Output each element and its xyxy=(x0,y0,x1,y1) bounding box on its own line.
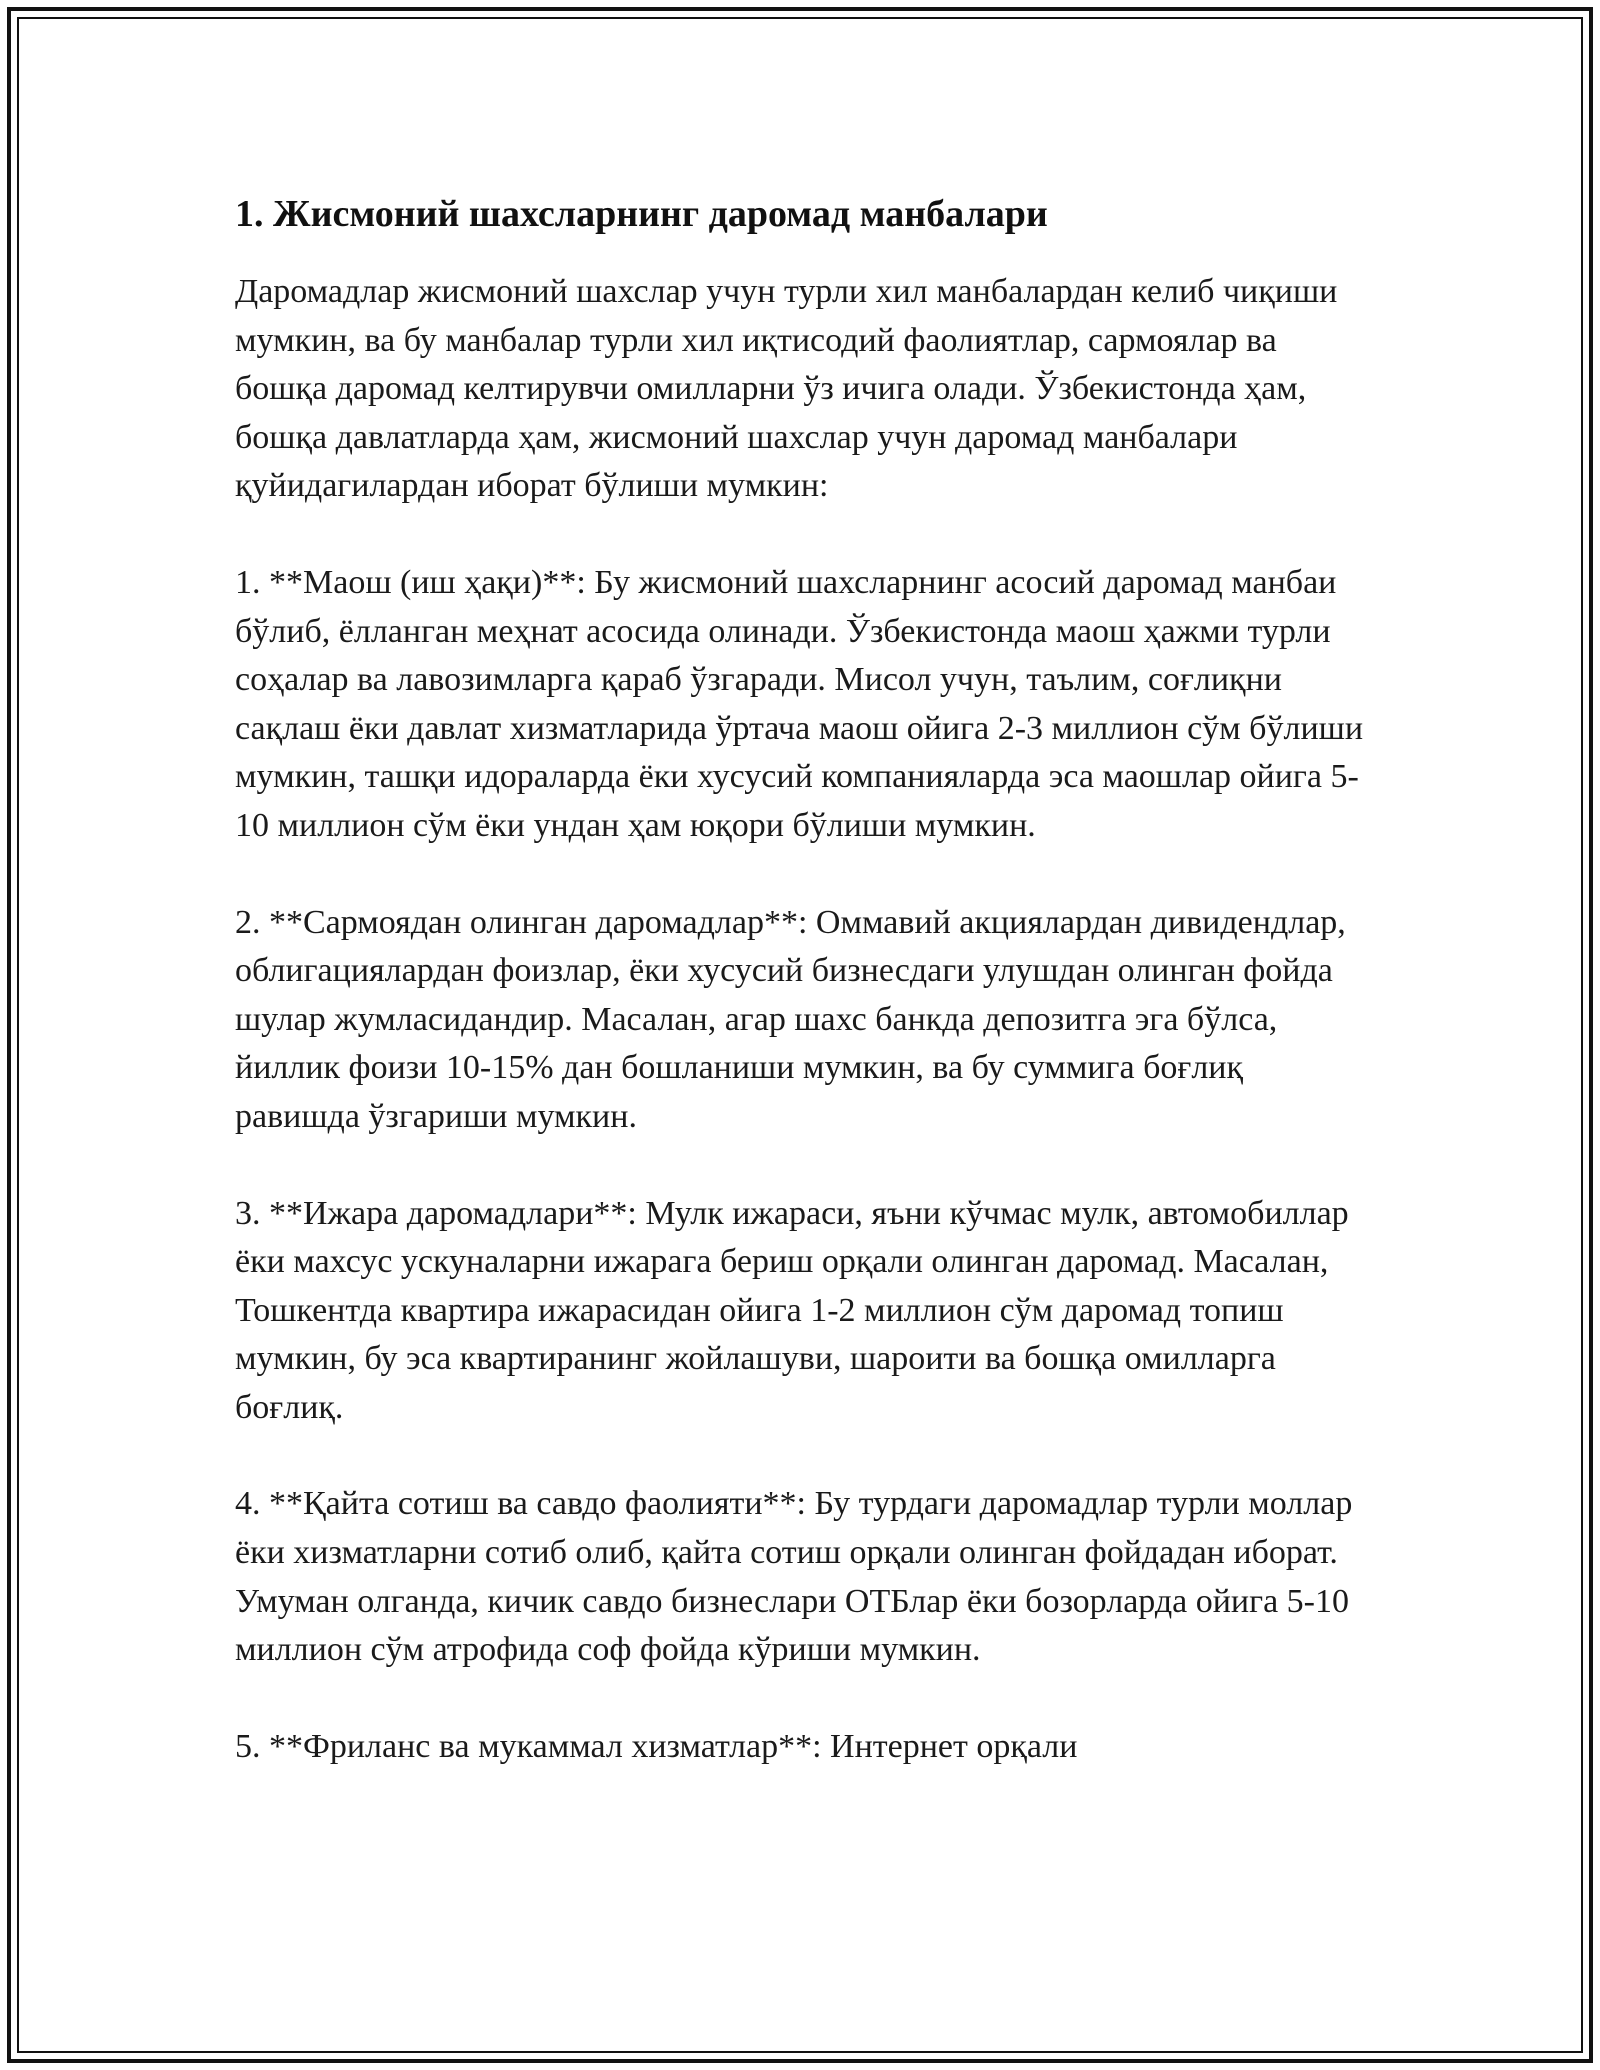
document-body xyxy=(235,186,1375,1819)
section-heading: 1. Жисмоний шахсларнинг даромад манбалари xyxy=(235,193,1048,235)
paragraph-rental-income: 3. **Ижара даромадлари**: Мулк ижараси, яъни кўчмас мулк, автомобиллар ёки махсус ускуналарни ижарага бериш орқали олинган даромад. Масалан, Тошкентда квартира ижарасидан ойига 1-2 миллион сўм даромад топиш мумкин, бу эса квартиранинг жойлашуви, шароити ва бошқа омилларга боғлиқ. xyxy=(235,1194,1349,1426)
paragraph-salary: 1. **Маош (иш ҳақи)**: Бу жисмоний шахсларнинг асосий даромад манбаи бўлиб, ёлланган меҳнат асосида олинади. Ўзбекистонда маош ҳажми турли соҳалар ва лавозимларга қараб ўзгаради. Мисол учун, таълим, соғлиқни сақлаш ёки давлат хизматларида ўртача маош ойига 2-3 миллион сўм бўлиши мумкин, ташқи идораларда ёки хусусий компанияларда эса маошлар ойига 5-10 миллион сўм ёки ундан ҳам юқори бўлиши мумкин. xyxy=(235,563,1364,844)
paragraph-freelance: 5. **Фриланс ва мукаммал хизматлар**: Интернет орқали xyxy=(235,1727,1078,1765)
paragraph-trade-income: 4. **Қайта сотиш ва савдо фаолияти**: Бу турдаги даромадлар турли моллар ёки хизматларни сотиб олиб, қайта сотиш орқали олинган фойдадан иборат. Умуман олганда, кичик савдо бизнеслари ОТБлар ёки бозорларда ойига 5-10 миллион сўм атрофида соф фойда кўриши мумкин. xyxy=(235,1485,1353,1669)
paragraph-investment-income: 2. **Сармоядан олинган даромадлар**: Оммавий акциялардан дивидендлар, облигациялардан фоизлар, ёки хусусий бизнесдаги улушдан олинган фойда шулар жумласидандир. Масалан, агар шахс банкда депозитга эга бўлса, йиллик фоизи 10-15% дан бошланиши мумкин, ва бу суммига боғлиқ равишда ўзгариши мумкин. xyxy=(235,903,1346,1135)
paragraph-intro: Даромадлар жисмоний шахслар учун турли хил манбалардан келиб чиқиши мумкин, ва бу манбалар турли хил иқтисодий фаолиятлар, сармоялар ва бошқа даромад келтирувчи омилларни ўз ичига олади. Ўзбекистонда ҳам, бошқа давлатларда ҳам, жисмоний шахслар учун даромад манбалари қуйидагилардан иборат бўлиши мумкин: xyxy=(235,273,1338,505)
